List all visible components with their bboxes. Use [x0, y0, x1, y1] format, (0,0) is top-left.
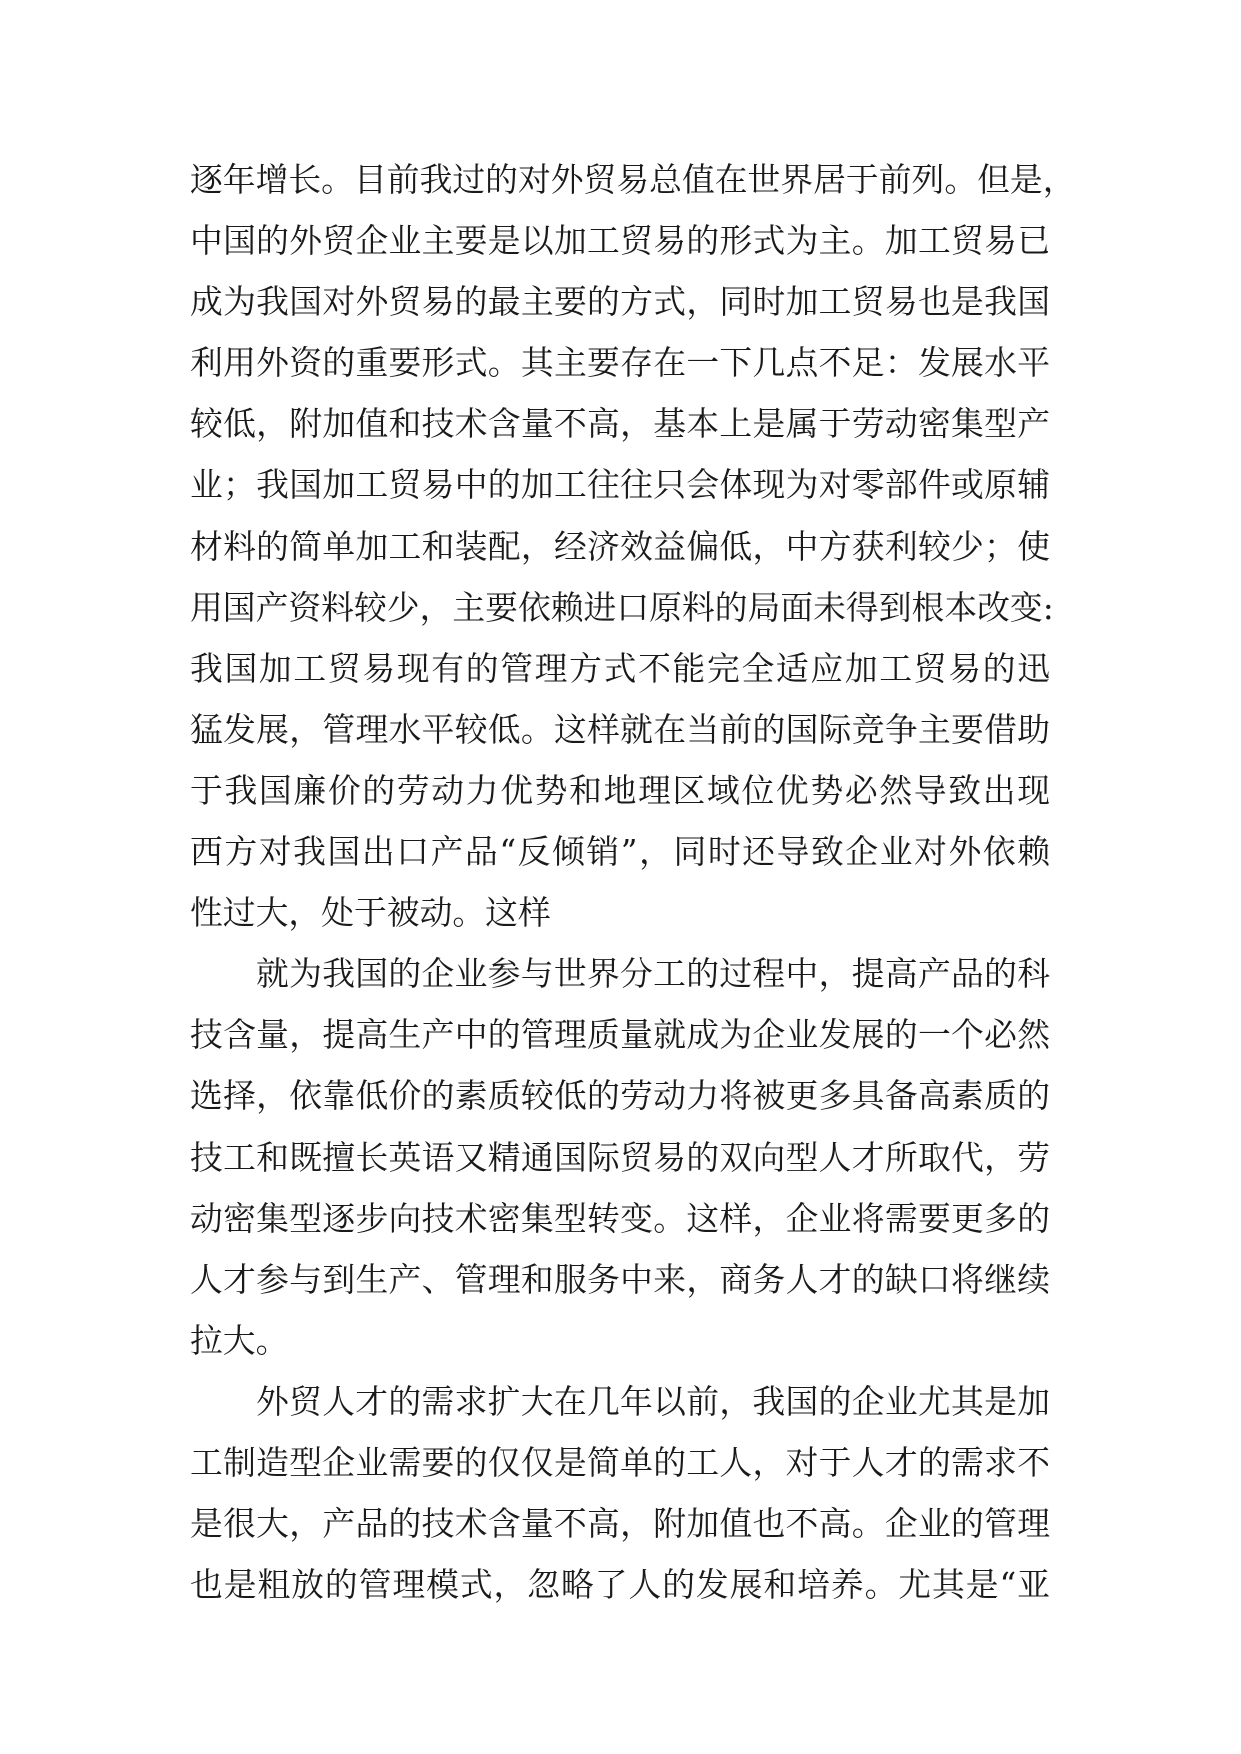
- text-line: 我国加工贸易现有的管理方式不能完全适应加工贸易的迅: [190, 649, 1050, 688]
- text-line: 成为我国对外贸易的最主要的方式，同时加工贸易也是我国: [190, 283, 1050, 322]
- text-line: 也是粗放的管理模式，忽略了人的发展和培养。尤其是“亚: [190, 1566, 1050, 1605]
- text-line: 猛发展，管理水平较低。这样就在当前的国际竞争主要借助: [190, 710, 1050, 749]
- text-line: 人才参与到生产、管理和服务中来，商务人才的缺口将继续: [190, 1260, 1050, 1299]
- text-line: 材料的简单加工和装配，经济效益偏低，中方获利较少；使: [190, 527, 1050, 566]
- text-line: 利用外资的重要形式。其主要存在一下几点不足：发展水平: [190, 344, 1050, 383]
- text-line: 于我国廉价的劳动力优势和地理区域位优势必然导致出现: [190, 771, 1050, 810]
- text-line: 外贸人才的需求扩大在几年以前，我国的企业尤其是加: [256, 1382, 1050, 1421]
- text-line: 较低，附加值和技术含量不高，基本上是属于劳动密集型产: [190, 405, 1050, 444]
- text-line: 西方对我国出口产品“反倾销”，同时还导致企业对外依赖: [190, 833, 1050, 872]
- text-line: 选择，依靠低价的素质较低的劳动力将被更多具备高素质的: [190, 1077, 1050, 1116]
- text-line: 是很大，产品的技术含量不高，附加值也不高。企业的管理: [190, 1505, 1050, 1544]
- text-line: 就为我国的企业参与世界分工的过程中，提高产品的科: [256, 955, 1050, 994]
- paragraph-2: [190, 944, 1050, 1372]
- text-line: 性过大，处于被动。这样: [190, 894, 551, 933]
- text-line: 技工和既擅长英语又精通国际贸易的双向型人才所取代，劳: [190, 1138, 1050, 1177]
- document-body: [190, 150, 1076, 1616]
- text-line: 动密集型逐步向技术密集型转变。这样，企业将需要更多的: [190, 1199, 1050, 1238]
- text-line: 逐年增长。目前我过的对外贸易总值在世界居于前列。但是，: [190, 161, 1076, 199]
- paragraph-1: [190, 150, 1076, 944]
- text-line: 工制造型企业需要的仅仅是简单的工人，对于人才的需求不: [190, 1443, 1050, 1482]
- text-line: 中国的外贸企业主要是以加工贸易的形式为主。加工贸易已: [190, 222, 1050, 261]
- text-line: 用国产资料较少，主要依赖进口原料的局面未得到根本改变:: [190, 588, 1054, 627]
- text-line: 业；我国加工贸易中的加工往往只会体现为对零部件或原辅: [190, 466, 1050, 505]
- paragraph-3: [190, 1372, 1050, 1616]
- text-line: 技含量，提高生产中的管理质量就成为企业发展的一个必然: [190, 1016, 1050, 1055]
- text-line: 拉大。: [190, 1321, 289, 1360]
